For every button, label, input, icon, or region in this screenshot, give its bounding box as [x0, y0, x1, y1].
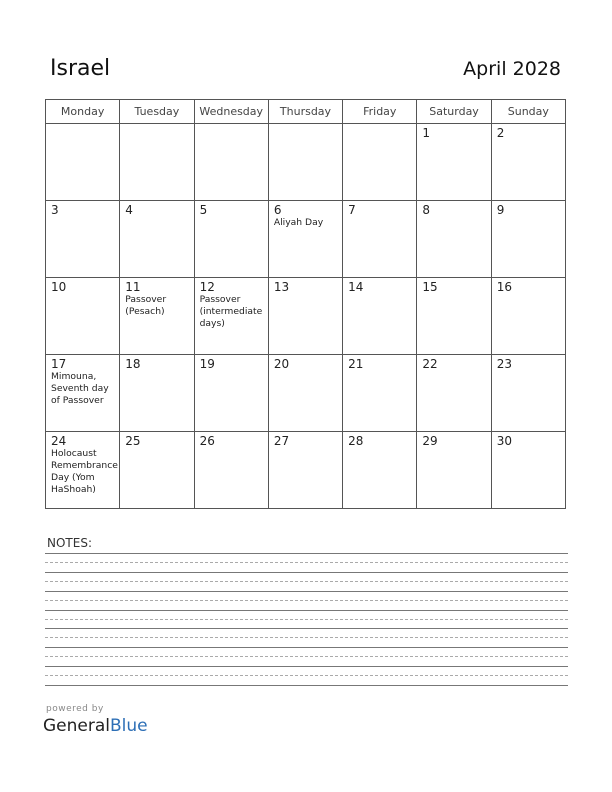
day-number: 27 — [273, 434, 290, 448]
day-number: 6 — [273, 203, 282, 217]
day-cell — [343, 432, 417, 509]
day-number: 17 — [51, 357, 67, 371]
day-cell — [268, 124, 342, 201]
day-cell — [46, 124, 120, 201]
day-cell — [491, 201, 565, 278]
day-cell — [120, 124, 194, 201]
notes-line-dashed — [45, 619, 568, 620]
day-number: 18 — [125, 357, 141, 371]
week-row — [46, 432, 566, 509]
day-cell — [491, 278, 565, 355]
day-number: 10 — [51, 280, 67, 294]
day-cell — [491, 355, 565, 432]
calendar-month-title: April 2028 — [463, 58, 561, 80]
day-number: 14 — [348, 280, 364, 294]
day-number: 2 — [496, 126, 505, 140]
day-number: 12 — [199, 280, 215, 294]
day-number: 8 — [422, 203, 431, 217]
calendar-country-title: Israel — [50, 56, 111, 81]
notes-line — [45, 685, 568, 686]
calendar-grid — [45, 99, 566, 509]
weekday-header: Monday — [46, 100, 120, 124]
day-number: 19 — [199, 357, 215, 371]
day-cell — [343, 124, 417, 201]
day-cell — [46, 355, 120, 432]
day-number: 7 — [348, 203, 356, 217]
day-cell — [194, 278, 268, 355]
week-row — [46, 201, 566, 278]
day-number: 15 — [422, 280, 438, 294]
notes-label: NOTES: — [47, 536, 92, 550]
holiday-label: Passover (Pesach) — [125, 294, 167, 317]
weekday-header: Sunday — [491, 100, 565, 124]
day-cell — [194, 432, 268, 509]
day-number: 24 — [51, 434, 67, 448]
day-cell — [120, 355, 194, 432]
day-cell — [343, 355, 417, 432]
notes-line-dashed — [45, 581, 568, 582]
week-row — [46, 124, 566, 201]
notes-line-dashed — [45, 637, 568, 638]
week-row — [46, 355, 566, 432]
day-cell — [120, 278, 194, 355]
weekday-header: Friday — [343, 100, 417, 124]
day-number: 20 — [273, 357, 290, 371]
day-number: 9 — [496, 203, 505, 217]
day-cell — [417, 201, 491, 278]
brand-blue: Blue — [110, 716, 148, 736]
notes-line — [45, 628, 568, 629]
notes-line — [45, 572, 568, 573]
weekday-header-row — [46, 100, 566, 124]
day-number: 28 — [348, 434, 364, 448]
day-cell — [194, 124, 268, 201]
day-cell — [120, 201, 194, 278]
notes-line — [45, 647, 568, 648]
day-number: 16 — [496, 280, 512, 294]
day-cell — [343, 201, 417, 278]
day-number: 13 — [273, 280, 290, 294]
day-number: 26 — [199, 434, 215, 448]
day-cell — [417, 355, 491, 432]
day-number: 30 — [496, 434, 512, 448]
weekday-header: Wednesday — [194, 100, 268, 124]
weekday-header: Thursday — [268, 100, 342, 124]
notes-line-dashed — [45, 675, 568, 676]
day-number: 5 — [199, 203, 208, 217]
day-cell — [417, 278, 491, 355]
holiday-label: Aliyah Day — [273, 217, 324, 228]
day-number: 11 — [125, 280, 141, 294]
notes-line — [45, 553, 568, 554]
day-cell — [417, 432, 491, 509]
day-cell — [268, 201, 342, 278]
holiday-label: Holocaust Remembrance Day (Yom HaShoah) — [51, 448, 118, 495]
day-cell — [268, 432, 342, 509]
day-number: 1 — [422, 126, 431, 140]
day-cell — [120, 432, 194, 509]
day-number: 3 — [51, 203, 59, 217]
generalblue-logo[interactable] — [43, 716, 148, 736]
notes-line — [45, 591, 568, 592]
notes-line — [45, 666, 568, 667]
weekday-header: Saturday — [417, 100, 491, 124]
day-cell — [417, 124, 491, 201]
holiday-label: Mimouna, Seventh day of Passover — [51, 371, 109, 406]
day-cell — [194, 355, 268, 432]
holiday-label: Passover (intermediate days) — [199, 294, 263, 329]
powered-by-text: powered by — [46, 704, 104, 714]
notes-line-dashed — [45, 600, 568, 601]
week-row — [46, 278, 566, 355]
day-cell — [194, 201, 268, 278]
brand-general: General — [43, 716, 110, 736]
notes-line — [45, 610, 568, 611]
day-cell — [46, 201, 120, 278]
day-cell — [46, 432, 120, 509]
day-cell — [268, 278, 342, 355]
day-number: 29 — [422, 434, 438, 448]
weekday-header: Tuesday — [120, 100, 194, 124]
notes-line-dashed — [45, 656, 568, 657]
day-cell — [491, 124, 565, 201]
day-number: 25 — [125, 434, 141, 448]
day-cell — [46, 278, 120, 355]
day-cell — [491, 432, 565, 509]
day-number: 23 — [496, 357, 512, 371]
day-cell — [343, 278, 417, 355]
notes-line-dashed — [45, 562, 568, 563]
day-cell — [268, 355, 342, 432]
day-number: 4 — [125, 203, 133, 217]
day-number: 21 — [348, 357, 364, 371]
day-number: 22 — [422, 357, 438, 371]
